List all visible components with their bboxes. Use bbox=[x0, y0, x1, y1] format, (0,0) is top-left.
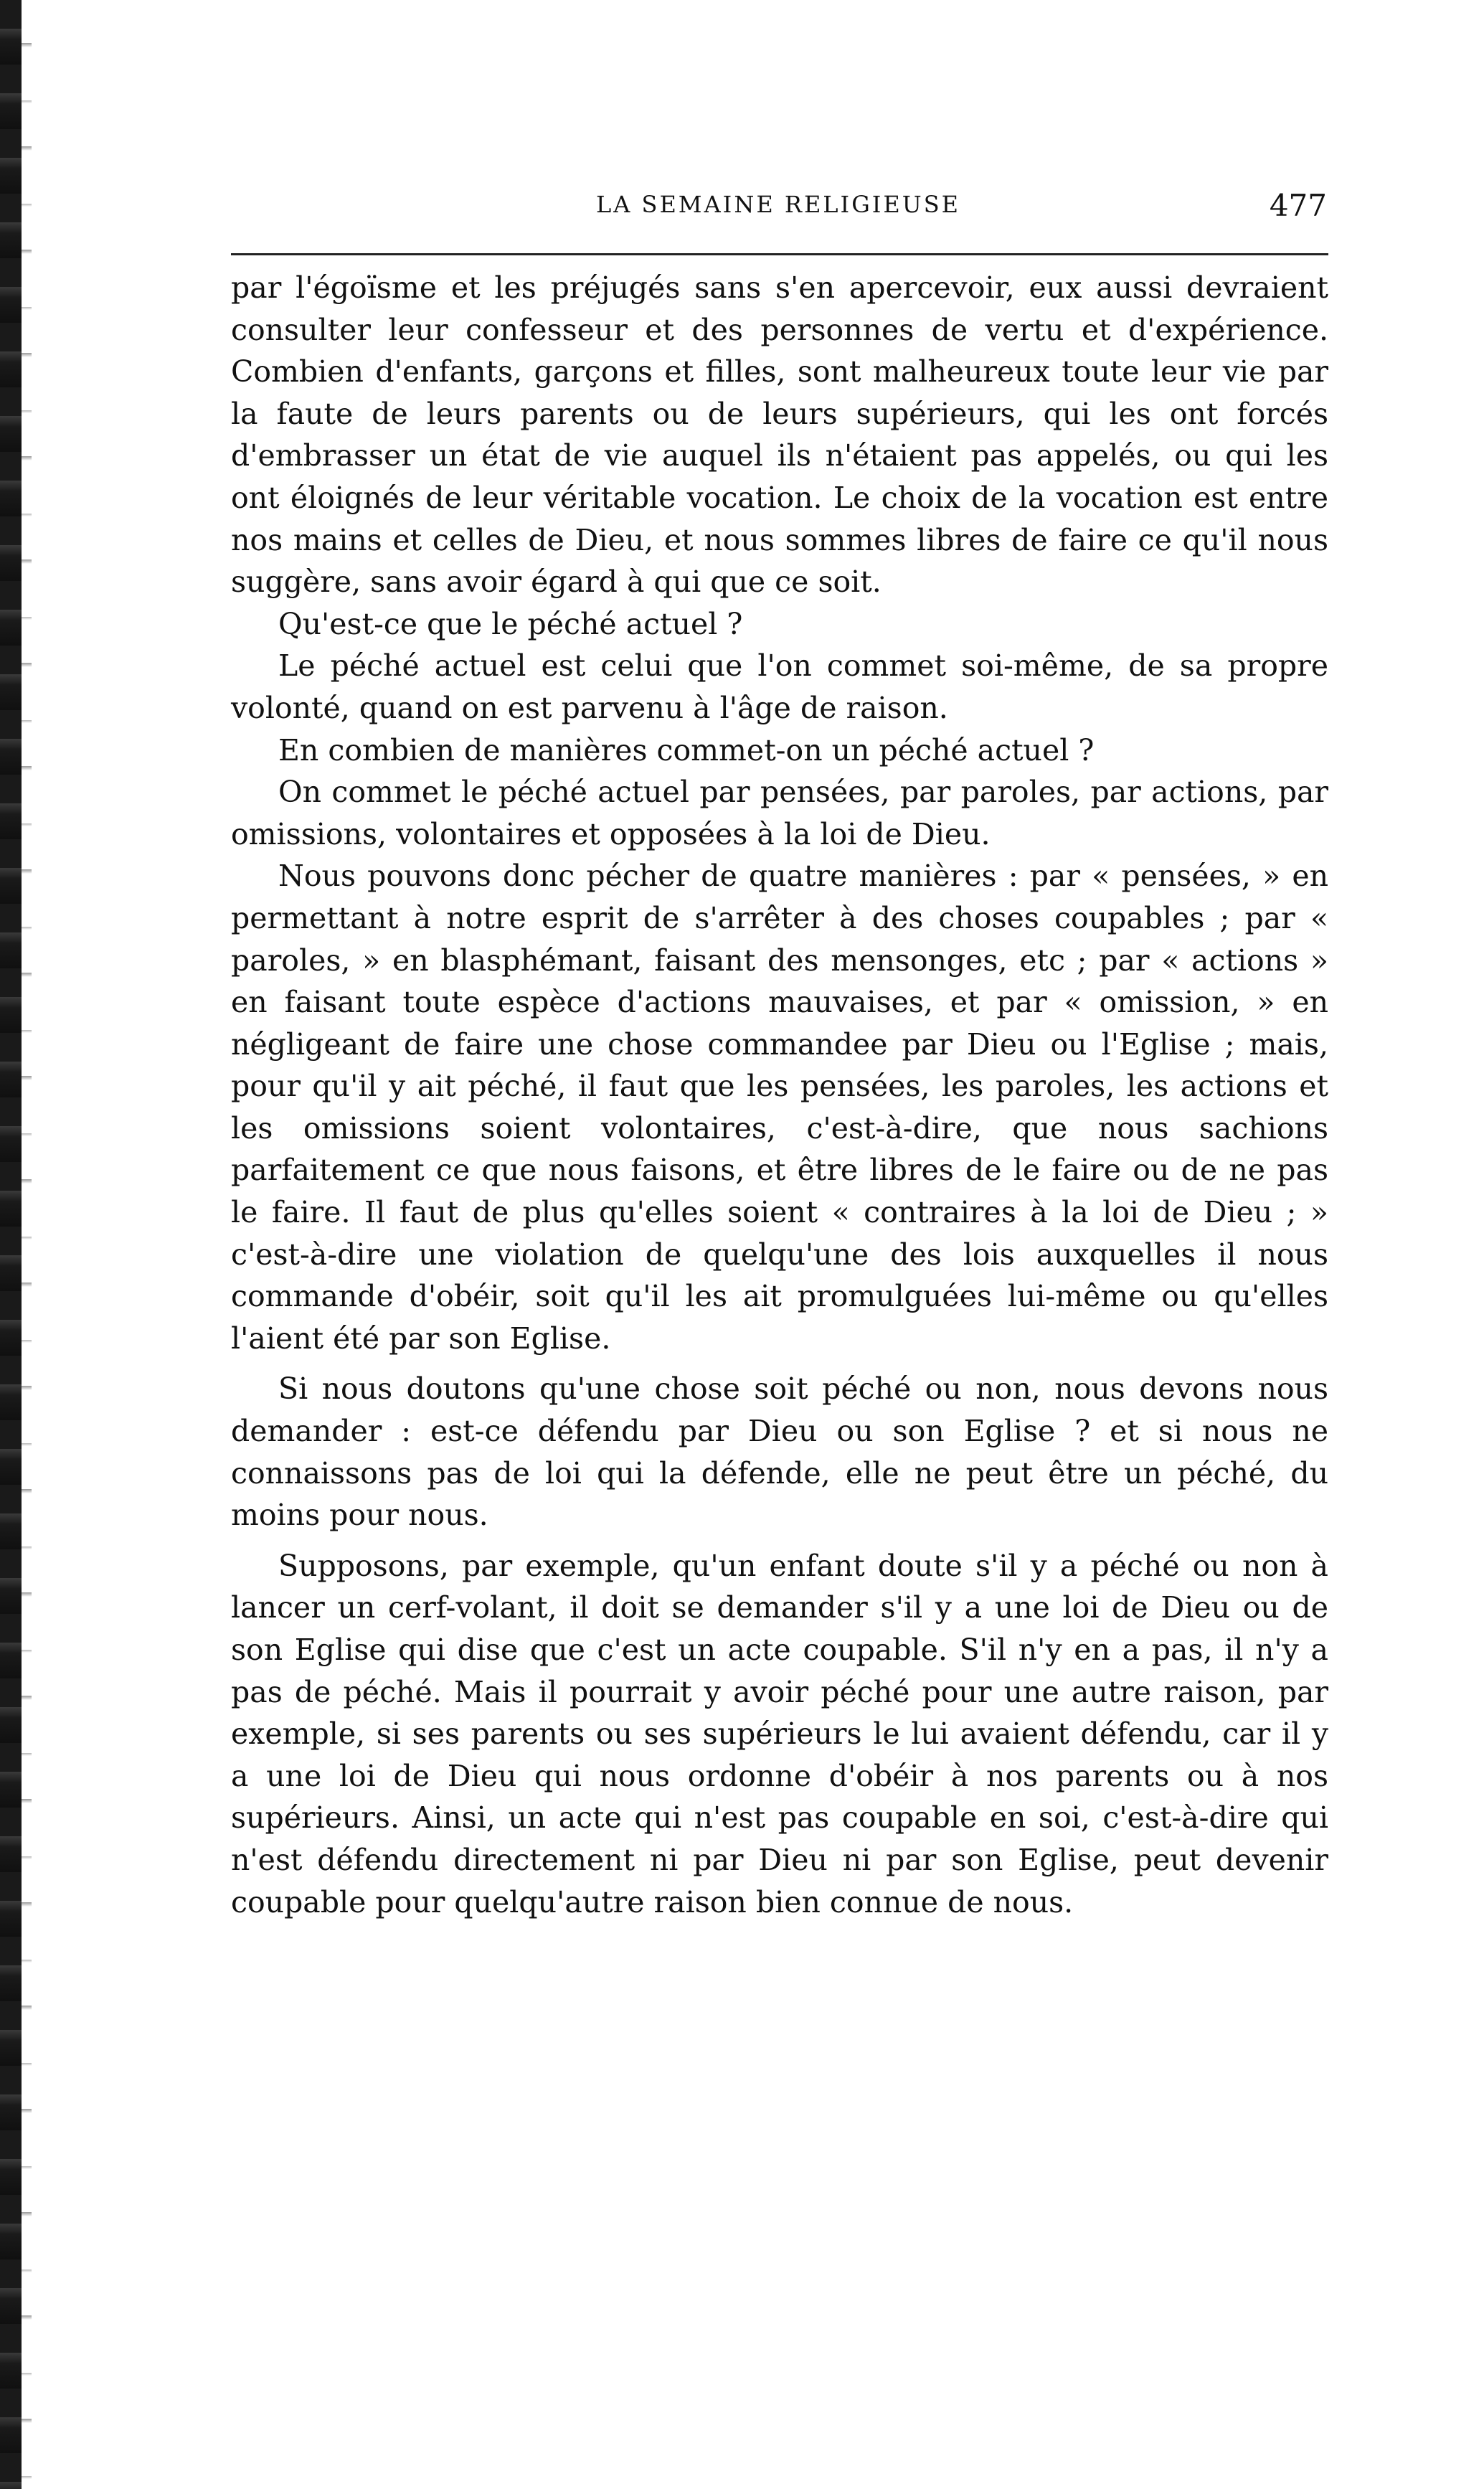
page-body bbox=[231, 267, 1328, 1923]
answer-paragraph: On commet le péché actuel par pensées, par paroles, par actions, par omissions, volontaires et opposées à la loi de Dieu. bbox=[231, 775, 1328, 851]
explanation-paragraph: Nous pouvons donc pécher de quatre manières : par « pensées, » en permettant à notre esprit de s'arrêter à des choses coupables ; par « paroles, » en blasphémant, faisant des mensonges, etc ; par « actions » en faisant toute espèce d'actions mauvaises, et par « omission, » en négligeant de faire une chose commandee par Dieu ou l'Eglise ; mais, pour qu'il y ait péché, il faut que les pensées, les paroles, les actions et les omissions soient volontaires, c'est-à-dire, que nous sachions parfaitement ce que nous faisons, et être libres de le faire ou de ne pas le faire. Il faut de plus qu'elles soient « contraires à la loi de Dieu ; » c'est-à-dire une violation de quelqu'une des lois auxquelles il nous commande d'obéir, soit qu'il les ait promulguées lui-même ou qu'elles l'aient été par son Eglise. bbox=[231, 859, 1328, 1356]
explanation-paragraph: Supposons, par exemple, qu'un enfant doute s'il y a péché ou non à lancer un cerf-volant, il doit se demander s'il y a une loi de Dieu ou de son Eglise qui dise que c'est un acte coupable. S'il n'y en a pas, il n'y a pas de péché. Mais il pourrait y avoir péché pour une autre raison, par exemple, si ses parents ou ses supérieurs le lui avaient défendu, car il y a une loi de Dieu qui nous ordonne d'obéir à nos parents ou à nos supérieurs. Ainsi, un acte qui n'est pas coupable en soi, c'est-à-dire qui n'est défendu directement ni par Dieu ni par son Eglise, peut devenir coupable pour quelqu'autre raison bien connue de nous. bbox=[231, 1548, 1328, 1919]
scanned-page-edge bbox=[0, 0, 22, 2489]
page-number: 477 bbox=[1269, 188, 1327, 223]
question-heading: En combien de manières commet-on un péché actuel ? bbox=[278, 732, 1095, 768]
header-rule bbox=[231, 253, 1328, 255]
explanation-paragraph: Si nous doutons qu'une chose soit péché ou non, nous devons nous demander : est-ce défendu par Dieu ou son Eglise ? et si nous ne connaissons pas de loi qui la défende, elle ne peut être un péché, du moins pour nous. bbox=[231, 1371, 1328, 1533]
scanned-page-edge-fray bbox=[22, 0, 32, 2489]
running-title: LA SEMAINE RELIGIEUSE bbox=[595, 191, 960, 218]
question-heading: Qu'est-ce que le péché actuel ? bbox=[278, 606, 743, 641]
paragraph-continued: par l'égoïsme et les préjugés sans s'en apercevoir, eux aussi devraient consulter leur confesseur et des personnes de vertu et d'expérience. Combien d'enfants, garçons et filles, sont malheureux toute leur vie par la faute de leurs parents ou de leurs supérieurs, qui les ont forcés d'embrasser un état de vie auquel ils n'étaient pas appelés, ou qui les ont éloignés de leur véritable vocation. Le choix de la vocation est entre nos mains et celles de Dieu, et nous sommes libres de faire ce qu'il nous suggère, sans avoir égard à qui que ce soit. bbox=[231, 270, 1328, 600]
answer-paragraph: Le péché actuel est celui que l'on commet soi-même, de sa propre volonté, quand on est parvenu à l'âge de raison. bbox=[231, 648, 1328, 725]
running-header bbox=[230, 188, 1327, 231]
